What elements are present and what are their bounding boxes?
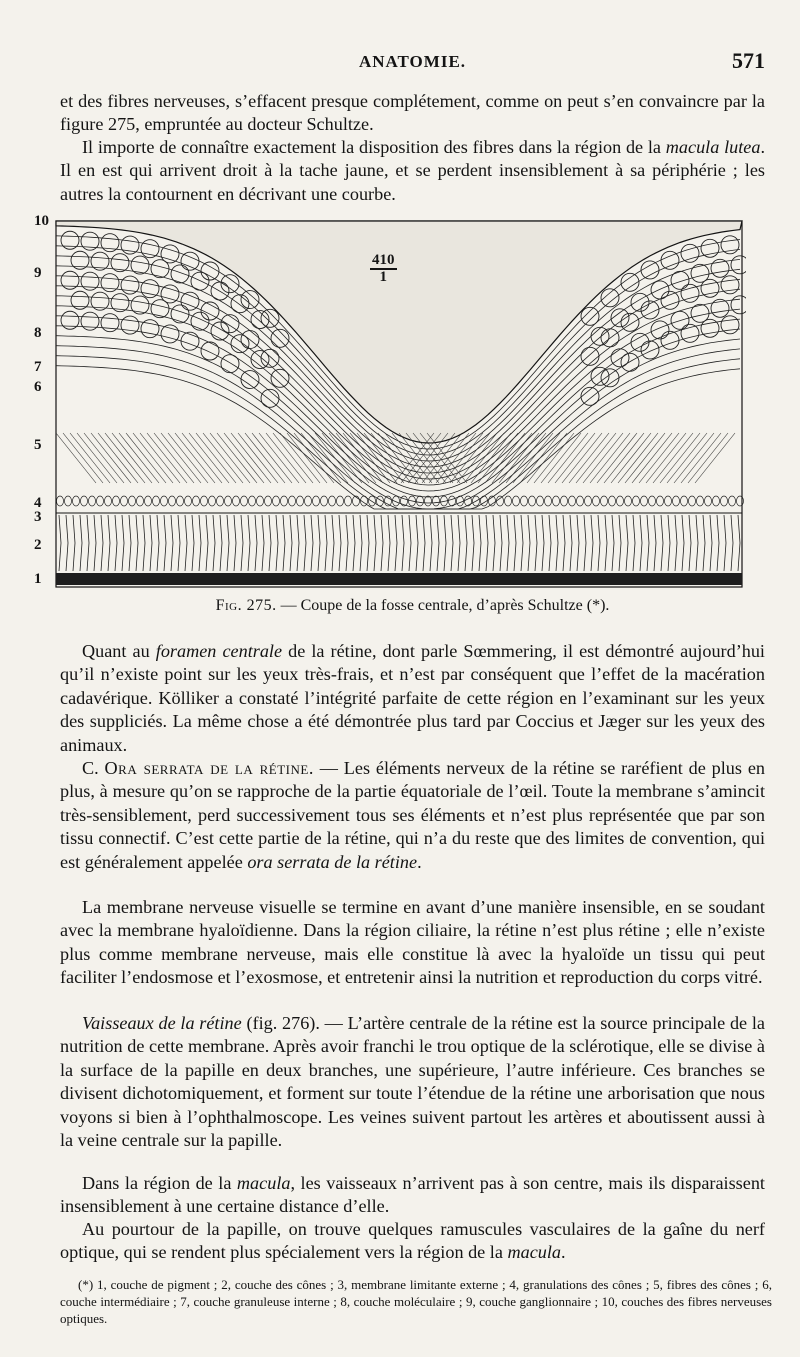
ganglion-cell [101,314,119,332]
cone [395,515,397,571]
cone-granule [553,496,560,506]
cone [423,515,425,571]
cone-granule [241,496,248,506]
text-run: de la rétine, dont parle Sœmmering, il est démontré aujourd’hui qu’il n’existe point sur les yeux très-frais, et n’est par conséquent que l’effet de la macération cadavérique. Kölliker a constaté l’intégrité parfaite de cette région en l’examinant sur les yeux des suppliciés. La même chose a été démontrée plus tard par Coccius et Jæger sur les yeux des animaux. [60,641,765,755]
cone-granule [449,496,456,506]
cone [724,515,726,571]
ganglion-cell [101,274,119,292]
cone [94,515,96,571]
ganglion-cell [181,332,199,350]
cone-granule [465,496,472,506]
cone [297,515,299,571]
cone-granule [513,496,520,506]
cone-granule [249,496,256,506]
cone [332,515,334,571]
ganglion-cell [601,369,619,387]
cone [136,515,138,571]
cone [500,515,502,571]
ganglion-cell [701,319,719,337]
cone [374,515,376,571]
italic-heading: Vaisseaux de la rétine [82,1013,242,1033]
paragraph-papille [60,1218,765,1265]
cone [108,515,110,571]
cone-granule [457,496,464,506]
cone [255,515,257,571]
cone [507,515,509,571]
cone [234,515,236,571]
cone [626,515,628,571]
ganglion-cell [151,300,169,318]
ganglion-cell [271,369,289,387]
ganglion-cell [661,251,679,269]
ganglion-cell [121,316,139,334]
ganglion-cell [241,291,259,309]
text-run: (fig. 276). — L’artère centrale de la rétine est la source principale de la nutrition de cette membrane. Après avoir franchi le trou optique de la sclérotique, elle se divise à la surface de la papille en deux branches, une supérieure, l’autre inférieure. Ces branches se divisent dichotomiquement, et forment sur toute l’étendue de la rétine une arborisation que nous voyons si bien à l’ophthalmoscope. Les veines suivent partout les artères et aboutissent aussi à la veine centrale sur la papille. [60,1013,765,1151]
cone-granule [281,496,288,506]
figure-number: Fig. 275. [215,597,277,614]
cone-granule [641,496,648,506]
layer-label-5: 5 [34,437,42,453]
layer-label-3: 3 [34,509,42,525]
page-number: 571 [732,48,765,73]
cone [367,515,369,571]
cone [353,515,355,571]
vitreous-boundary [56,221,742,443]
cone-granule [609,496,616,506]
ganglion-cell [111,254,129,272]
ganglion-cell [181,252,199,270]
ganglion-cell [581,347,599,365]
layer-label-4: 4 [34,495,42,511]
cone-granule [305,496,312,506]
cone-granule [537,496,544,506]
cone [668,515,670,571]
cone [640,515,642,571]
cone-granule [137,496,144,506]
ganglion-cell [131,296,149,314]
magnification-label [370,253,397,285]
cone-granule [657,496,664,506]
ganglion-cell [231,295,249,313]
cone [199,515,201,571]
text-run: Il importe de connaître exactement la disposition des fibres dans la région de la [82,137,666,157]
cone-granule [497,496,504,506]
ganglion-cell [681,284,699,302]
cone-granule [689,496,696,506]
text-run: . Il en est qui arrivent droit à la tache jaune, et se perdent insensiblement à sa périphérie ; les autres la contournent en décrivant une courbe. [60,137,765,204]
cone [318,515,320,571]
ganglion-cell [721,236,739,254]
cone-granule [193,496,200,506]
ganglion-cell [201,262,219,280]
ganglion-cell [701,279,719,297]
cone [241,515,243,571]
text-run: C. [82,758,105,778]
cone-granule [561,496,568,506]
cone-granule [337,496,344,506]
cone [661,515,663,571]
cone [304,515,306,571]
cone-granule [121,496,128,506]
cone [59,515,61,571]
retina-section-figure [34,213,746,591]
magnification-numerator: 410 [372,252,395,268]
ganglion-cell [721,316,739,334]
paragraph-foramen [60,640,765,757]
page-header [60,48,765,80]
cone [493,515,495,571]
cone [101,515,103,571]
cone [164,515,166,571]
ganglion-cell [721,276,739,294]
cone [591,515,593,571]
text-run: . [417,851,422,872]
ganglion-cell [221,315,239,333]
ganglion-cell [201,342,219,360]
ganglion-cell [161,325,179,343]
ganglion-cell [81,272,99,290]
cone-granule [569,496,576,506]
cone-granule [153,496,160,506]
cone-granule [545,496,552,506]
cone-granule [505,496,512,506]
ganglion-cell [581,307,599,325]
cone [458,515,460,571]
cone-granule [665,496,672,506]
cone [521,515,523,571]
cone [633,515,635,571]
cone [346,515,348,571]
ganglion-cell [121,276,139,294]
cone [605,515,607,571]
cone [514,515,516,571]
layer-label-1: 1 [34,571,42,587]
text-run: — Les éléments nerveux de la rétine se raréfient de plus en plus, à mesure qu’on se rapproche de la partie équatoriale de l’œil. Toute la membrane s’amincit très-sensiblement, perd successivement tous ses éléments et n’est plus représentée que par son tissu connectif. C’est cette partie de la rétine, qui n’a du reste que des limites de convention, qui est généralement appelée [60,758,766,872]
cone [535,515,537,571]
ganglion-cell [191,272,209,290]
cone [437,515,439,571]
italic-term: macula [236,1173,291,1193]
cone [339,515,341,571]
cone-granule [697,496,704,506]
running-head: ANATOMIE. [358,52,467,71]
cone [248,515,250,571]
cone [444,515,446,571]
ganglion-cell [731,256,746,274]
paragraph-membrane: La membrane nerveuse visuelle se termine en avant d’une manière insensible, en se soudant avec la membrane hyaloïdienne. Dans la région ciliaire, la rétine n’est plus rétine ; elle n’existe plus comme membrane nerveuse, mais elle constitue là avec la hyaloïde un tissu qui peut faciliter l’endosmose et l’exosmose, et entretenir ainsi la nutrition et reproduction du corps vitré. [60,897,765,988]
cone [290,515,292,571]
cone [682,515,684,571]
cone-granule [521,496,528,506]
italic-term: ora serrata de la rétine [247,851,418,872]
cone-granule [265,496,272,506]
section-heading: Ora serrata de la rétine. [104,758,314,778]
cone-granule [145,496,152,506]
cone [192,515,194,571]
cone [220,515,222,571]
cone [129,515,131,571]
cone [675,515,677,571]
cone [542,515,544,571]
cone [465,515,467,571]
cone [556,515,558,571]
cone [360,515,362,571]
cone [87,515,89,571]
italic-term: macula [507,1242,562,1263]
cone-granule [169,496,176,506]
cone [409,515,411,571]
cone [738,515,740,571]
cone-granule [161,496,168,506]
italic-term: foramen centrale [155,641,283,661]
ganglion-cell [621,353,639,371]
cone [269,515,271,571]
cone [171,515,173,571]
cone [577,515,579,571]
layer-label-8: 8 [34,325,42,341]
cone [731,515,733,571]
cone [472,515,474,571]
paragraph-vaisseaux [60,1012,765,1152]
cone [325,515,327,571]
cone-granule [721,496,728,506]
cone [381,515,383,571]
cone [528,515,530,571]
text-run: Dans la région de la [82,1173,237,1193]
cone-granule [713,496,720,506]
footnote: (*) 1, couche de pigment ; 2, couche des cônes ; 3, membrane limitante externe ; 4, granulations des cônes ; 5, fibres des cônes ; 6, couche intermédiaire ; 7, couche granuleuse interne ; 8, couche moléculaire ; 9, couche ganglionnaire ; 10, couches des fibres nerveuses optiques. [60,1277,772,1326]
paragraph-ora-serrata [60,757,765,874]
cone-granule [233,496,240,506]
cone [311,515,313,571]
cone [430,515,432,571]
cone-granule [433,496,440,506]
cone [570,515,572,571]
pigment-layer [56,573,742,585]
cone-granule [321,496,328,506]
ganglion-cell [141,240,159,258]
cone-granule [273,496,280,506]
cone-granule [417,496,424,506]
cone-granule [65,496,72,506]
cone-granule [257,496,264,506]
cone [213,515,215,571]
ganglion-cell [631,333,649,351]
ganglion-cell [211,322,229,340]
cone-granule [105,496,112,506]
cone-granule [529,496,536,506]
ganglion-cell [681,324,699,342]
ganglion-cell [81,312,99,330]
cone-granule [313,496,320,506]
cone-granule [425,496,432,506]
cone [549,515,551,571]
cone-granule [329,496,336,506]
cone-granule [217,496,224,506]
cone-granule [73,496,80,506]
cone [388,515,390,571]
cone-granule [185,496,192,506]
cone [150,515,152,571]
ganglion-cell [131,256,149,274]
ganglion-cell [671,271,689,289]
cone [647,515,649,571]
cone [563,515,565,571]
ganglion-cell [611,349,629,367]
ganglion-cell [191,312,209,330]
cone [73,515,75,571]
cone-granule [345,496,352,506]
cone [654,515,656,571]
cone [80,515,82,571]
cone-granule [729,496,736,506]
layer-label-10: 10 [34,213,49,229]
cone [276,515,278,571]
ganglion-cell [261,309,279,327]
ganglion-cell [261,389,279,407]
cone-granule [353,496,360,506]
cone [619,515,621,571]
ganglion-cell [661,291,679,309]
cone-granule [225,496,232,506]
ganglion-cell [681,244,699,262]
cone [710,515,712,571]
cone-granule [617,496,624,506]
ganglion-cell [621,313,639,331]
ganglion-cell [141,280,159,298]
cone [115,515,117,571]
cone [584,515,586,571]
cone-granule [201,496,208,506]
cone [703,515,705,571]
cone-granule [289,496,296,506]
text-run: Quant au [82,641,156,661]
figure-caption [60,597,765,615]
layer-label-9: 9 [34,265,42,281]
cone [696,515,698,571]
figure-caption-text: — Coupe de la fosse centrale, d’après Schultze (*). [276,597,610,614]
text-run: , les vaisseaux n’arrivent pas à son centre, mais ils disparaissent insensiblement à une certaine distance d’elle. [60,1173,765,1217]
cone-granule [129,496,136,506]
cone [717,515,719,571]
ganglion-cell [181,292,199,310]
text-run: . [561,1242,566,1263]
ganglion-cell [241,371,259,389]
cone [416,515,418,571]
layer-label-7: 7 [34,359,42,375]
paragraph-macula [60,1172,765,1219]
cone [206,515,208,571]
cone-granule [681,496,688,506]
intro-paragraph-1: et des fibres nerveuses, s’effacent presque complétement, comme on peut s’en convaincre par la figure 275, empruntée au docteur Schultze. [60,91,765,135]
cone [66,515,68,571]
cone-granule [81,496,88,506]
cone-granule [89,496,96,506]
cone-granule [297,496,304,506]
cone [283,515,285,571]
cone-granule [577,496,584,506]
ganglion-cell [121,236,139,254]
cone-granule [649,496,656,506]
ganglion-cell [651,321,669,339]
cone-granule [209,496,216,506]
cone [612,515,614,571]
ganglion-cell [171,265,189,283]
ganglion-cell [141,320,159,338]
cone-granule [97,496,104,506]
cone-granule [625,496,632,506]
ganglion-cell [101,234,119,252]
ganglion-cell [221,355,239,373]
cone [185,515,187,571]
ganglion-cell [701,239,719,257]
cone-granule [601,496,608,506]
cone [262,515,264,571]
layer-label-6: 6 [34,379,42,395]
ganglion-cell [651,281,669,299]
layer-label-2: 2 [34,537,42,553]
cone-granule [673,496,680,506]
cone-granule [585,496,592,506]
cone-granule [113,496,120,506]
cone [122,515,124,571]
intro-paragraph-2 [60,136,765,206]
cone [689,515,691,571]
cone-granule [57,496,64,506]
ganglion-cell [151,260,169,278]
cone-granule [593,496,600,506]
cone [157,515,159,571]
ganglion-cell [261,349,279,367]
magnification-denominator: 1 [379,269,387,285]
cone [479,515,481,571]
cone [598,515,600,571]
cone [486,515,488,571]
ganglion-cell [641,341,659,359]
ganglion-cell [731,296,746,314]
text-run: Au pourtour de la papille, on trouve quelques ramuscules vasculaires de la gaîne du nerf optique, qui se rendent plus spécialement vers la région de la [60,1219,765,1263]
cone-granule [705,496,712,506]
italic-term: macula lutea [665,137,761,157]
cone [178,515,180,571]
ganglion-cell [641,261,659,279]
cone [143,515,145,571]
ganglion-cell [231,335,249,353]
ganglion-cell [251,311,269,329]
cone [451,515,453,571]
cone [402,515,404,571]
cone-granule [633,496,640,506]
cone [227,515,229,571]
cone-granule [177,496,184,506]
